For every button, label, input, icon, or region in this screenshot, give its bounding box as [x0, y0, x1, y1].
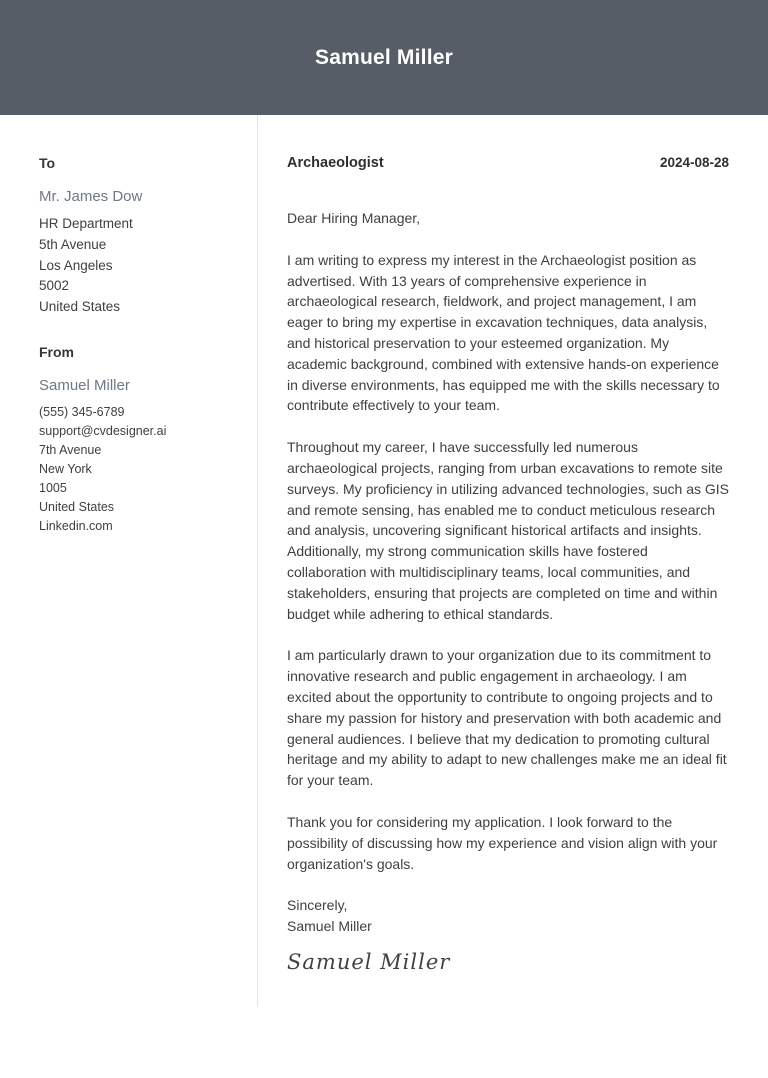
sender-contact-line: support@cvdesigner.ai	[39, 423, 167, 438]
job-title: Archaeologist	[287, 155, 384, 171]
recipient-section	[39, 155, 239, 318]
letter-paragraph: Throughout my career, I have successfully led numerous archaeological projects, ranging from urban excavations to remote site surveys. My proficiency in utilizing advanced technologies, such as GIS and remote sensing, has enabled me to conduct meticulous research and analysis, uncovering significant historical artifacts and insights. Additionally, my strong communication skills have fostered collaboration with multidisciplinary teams, local communities, and stakeholders, ensuring that projects are completed on time and within budget while adhering to ethical standards.	[287, 439, 729, 622]
salutation: Dear Hiring Manager,	[287, 210, 421, 226]
sender-contact-line: 7th Avenue	[39, 442, 102, 457]
closing-block	[287, 895, 729, 937]
letter-paragraph: I am particularly drawn to your organization due to its commitment to innovative research and public engagement in archaeology. I am excited about the opportunity to contribute to ongoing projects and to share my passion for history and preservation with both academic and general audiences. I believe that my dedication to promoting cultural heritage and my ability to adapt to new challenges make me an ideal fit for your team.	[287, 647, 727, 789]
sender-contact-line: Linkedin.com	[39, 518, 113, 533]
letter-title-row	[287, 155, 729, 171]
recipient-address-lines	[39, 214, 239, 318]
sender-contact-line: New York	[39, 461, 92, 476]
sender-contact-lines	[39, 403, 239, 536]
recipient-address-line: United States	[39, 299, 121, 315]
letter-main	[258, 115, 768, 1007]
recipient-name: Mr. James Dow	[39, 188, 143, 205]
closing-word: Sincerely,	[287, 897, 348, 914]
recipient-address-line: 5th Avenue	[39, 236, 107, 252]
letter-date: 2024-08-28	[659, 155, 729, 170]
sender-section	[39, 344, 239, 536]
sender-contact-line: United States	[39, 499, 115, 514]
sender-name: Samuel Miller	[39, 376, 130, 394]
header-name: Samuel Miller	[315, 45, 453, 69]
header-band	[0, 0, 768, 115]
closing-name: Samuel Miller	[287, 918, 372, 935]
letter-body-layout	[0, 115, 768, 1007]
recipient-address-line: 5002	[39, 278, 70, 294]
letter-paragraphs	[287, 250, 729, 875]
sender-contact-line: 1005	[39, 480, 67, 495]
letter-paragraph: I am writing to express my interest in the Archaeologist position as advertised. With 13 years of comprehensive experience in archaeological research, fieldwork, and project management, I am eager to bring my expertise in excavation techniques, data analysis, and historical preservation to your esteemed organization. My academic background, combined with extensive hands-on experience in diverse environments, has equipped me with the skills necessary to contribute effectively to your team.	[287, 251, 720, 414]
recipient-address-line: HR Department	[39, 216, 133, 231]
sender-heading: From	[39, 343, 74, 360]
handwritten-signature: Samuel Miller	[287, 949, 451, 974]
sidebar	[0, 115, 258, 1007]
recipient-heading: To	[39, 155, 56, 171]
sender-contact-line: (555) 345-6789	[39, 404, 125, 419]
recipient-address-line: Los Angeles	[39, 257, 113, 273]
letter-paragraph: Thank you for considering my application. I look forward to the possibility of discussing how my experience and vision align with your organization's goals.	[287, 813, 718, 872]
